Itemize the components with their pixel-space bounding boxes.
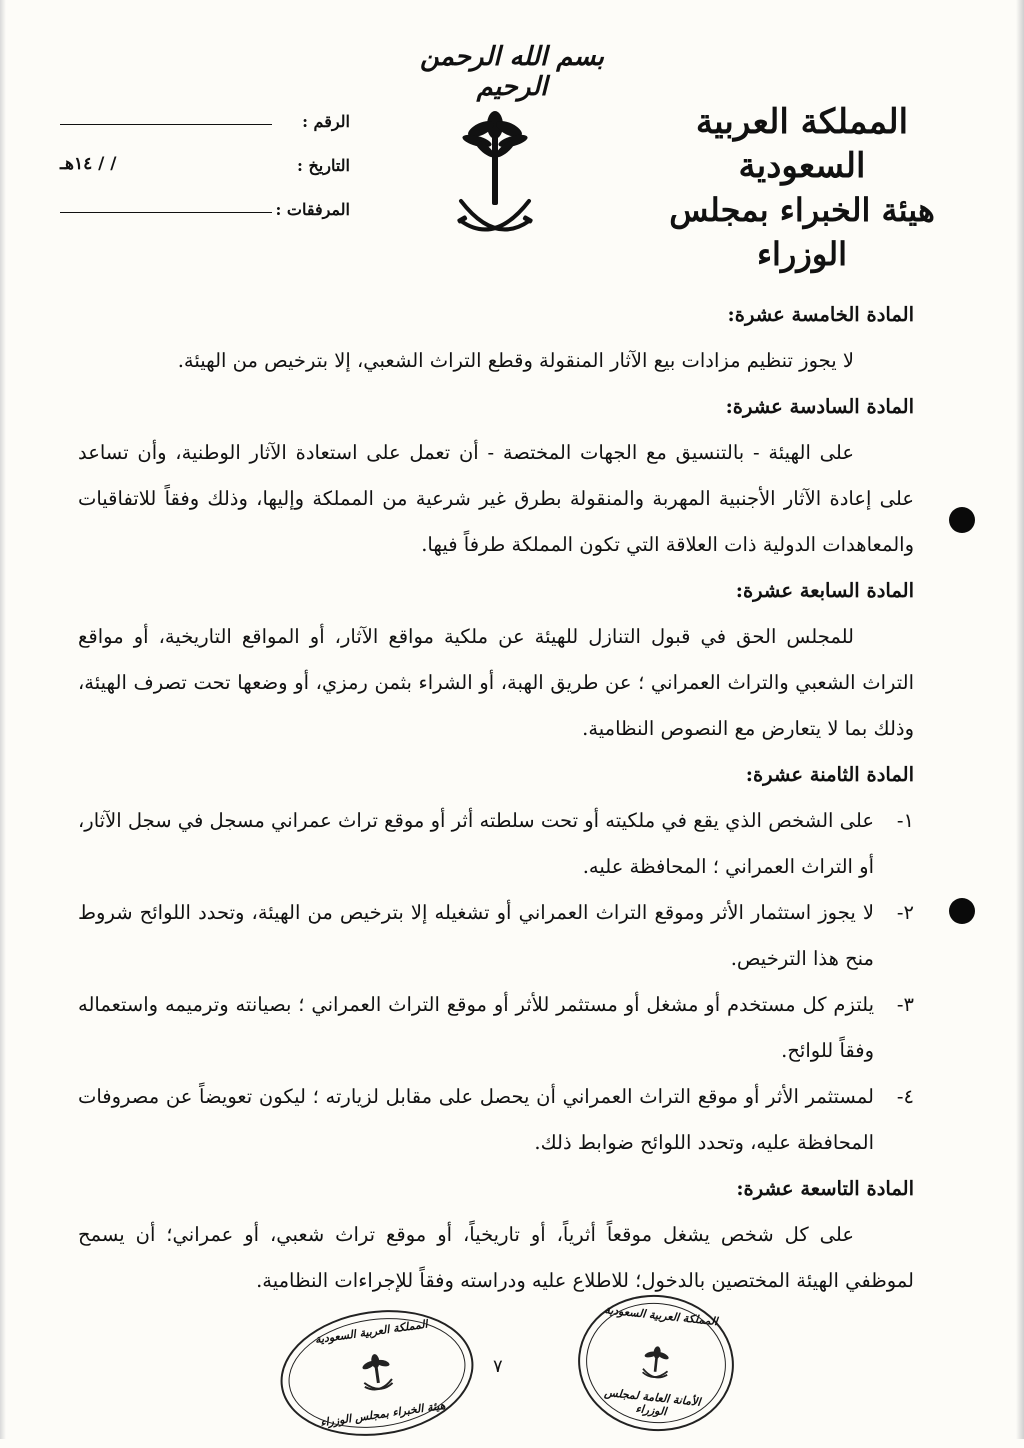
stamp-text: المملكة العربية السعودية [314, 1317, 429, 1347]
punch-hole [949, 898, 975, 924]
kingdom-name: المملكة العربية السعودية [695, 102, 909, 186]
article-18-item-3 [78, 982, 914, 1074]
stamp-text: المملكة العربية السعودية [603, 1303, 719, 1329]
article-18-item-1 [78, 798, 914, 890]
punch-hole [949, 507, 975, 533]
agency-name: هيئة الخبراء بمجلس الوزراء [669, 191, 935, 273]
stamp-text: الأمانة العامة لمجلس الوزراء [603, 1385, 702, 1419]
article-19-heading: المادة التاسعة عشرة: [736, 1177, 914, 1200]
article-16-heading: المادة السادسة عشرة: [725, 395, 914, 418]
reference-number-line [60, 124, 272, 125]
date-label: التاريخ : [296, 156, 350, 175]
item-text: لمستثمر الأثر أو موقع التراث العمراني أن يحصل على مقابل لزيارته ؛ ليكون تعويضاً عن مصروفات المحافظة عليه، وتحدد اللوائح ضوابط ذلك. [78, 1085, 874, 1154]
stamp-text: هيئة الخبراء بمجلس الوزراء [319, 1398, 447, 1430]
official-stamp-right [571, 1287, 740, 1439]
article-17-heading: المادة السابعة عشرة: [735, 579, 914, 602]
stamp-emblem-icon [357, 1351, 396, 1395]
date-value: / / ١٤هـ [60, 154, 117, 174]
article-18-heading: المادة الثامنة عشرة: [745, 763, 914, 786]
reference-number-row [60, 112, 350, 156]
item-number: ٤- [896, 1085, 914, 1108]
article-19-text: على كل شخص يشغل موقعاً أثرياً، أو تاريخياً، أو موقع تراث شعبي، أو عمراني؛ أن يسمح لموظفي الهيئة المختصين بالدخول؛ للاطلاع عليه ودراسته وفقاً للإجراءات النظامية. [78, 1223, 914, 1292]
item-number: ٣- [896, 993, 914, 1016]
article-16-text: على الهيئة - بالتنسيق مع الجهات المختصة - أن تعمل على استعادة الآثار الوطنية، وأن تساعد على إعادة الآثار الأجنبية المهربة والمنقولة بطرق غير شرعية من المملكة وإليها، وذلك وفقاً للاتفاقيات والمعاهدات الدولية ذات العلاقة التي تكون المملكة طرفاً فيها. [78, 441, 914, 556]
attachments-line [60, 212, 272, 213]
basmala: بسم الله الرحمن الرحيم [420, 42, 604, 102]
item-text: على الشخص الذي يقع في ملكيته أو تحت سلطته أثر أو موقع تراث عمراني مسجل في سجل الآثار، أو التراث العمراني ؛ المحافظة عليه. [78, 809, 874, 878]
date-row [60, 156, 350, 200]
palm-and-swords-emblem-icon [455, 105, 535, 245]
attachments-row [60, 200, 350, 244]
document-body [78, 292, 914, 1304]
page-number: ٧ [493, 1356, 503, 1377]
item-text: لا يجوز استثمار الأثر وموقع التراث العمراني أو تشغيله إلا بترخيص من الهيئة، وتحدد اللوائح شروط منح هذا الترخيص. [78, 901, 874, 970]
article-15-text: لا يجوز تنظيم مزادات بيع الآثار المنقولة وقطع التراث الشعبي، إلا بترخيص من الهيئة. [177, 349, 854, 372]
article-18-item-2 [78, 890, 914, 982]
article-15-heading: المادة الخامسة عشرة: [727, 303, 914, 326]
scan-edge [1016, 0, 1024, 1439]
reference-block [60, 112, 350, 244]
stamp-emblem-icon [639, 1344, 673, 1383]
article-18-item-4 [78, 1074, 914, 1166]
article-17-text: للمجلس الحق في قبول التنازل للهيئة عن ملكية مواقع الآثار، أو المواقع التاريخية، أو مواقع التراث الشعبي والتراث العمراني ؛ عن طريق الهبة، أو الشراء بثمن رمزي، أو وضعها تحت تصرف الهيئة، وذلك بما لا يتعارض مع النصوص النظامية. [78, 625, 914, 740]
letterhead-title [632, 100, 972, 276]
attachments-label: المرفقات : [275, 200, 350, 219]
official-stamp-left [272, 1298, 481, 1448]
reference-number-label: الرقم : [302, 112, 350, 131]
item-text: يلتزم كل مستخدم أو مشغل أو مستثمر للأثر أو موقع التراث العمراني ؛ بصيانته وترميمه واستعماله وفقاً للوائح. [78, 993, 874, 1062]
scan-edge [0, 0, 6, 1439]
item-number: ١- [896, 809, 914, 832]
item-number: ٢- [896, 901, 914, 924]
